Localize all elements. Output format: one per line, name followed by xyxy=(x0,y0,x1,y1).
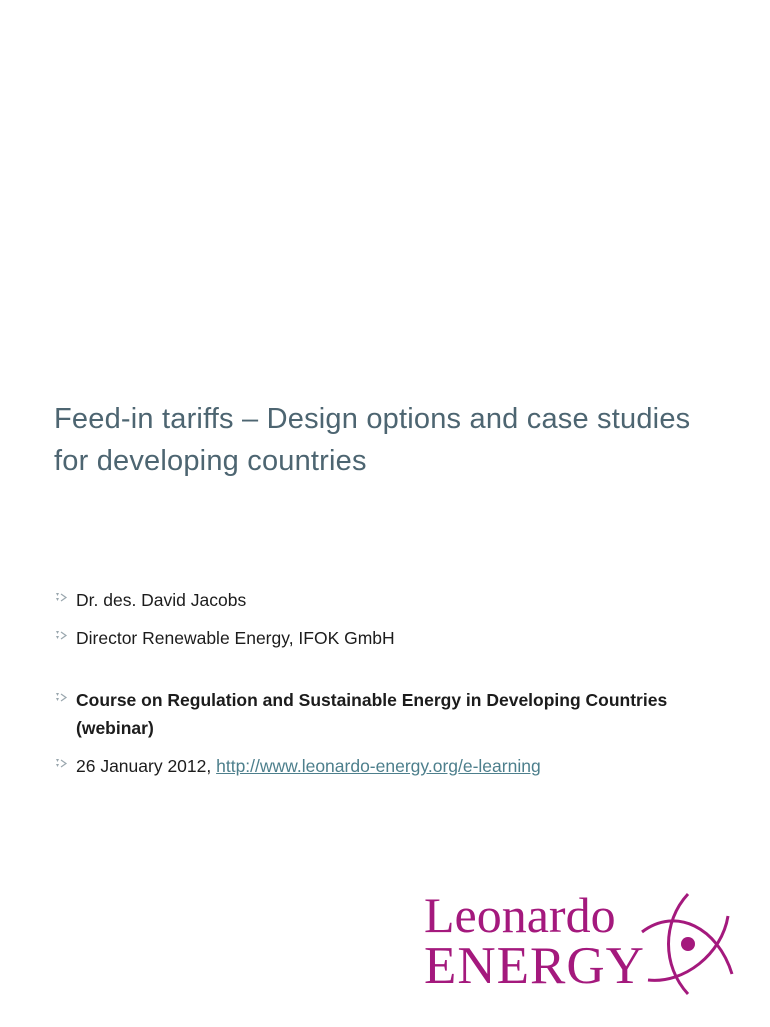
list-item xyxy=(54,752,744,780)
bullet-marker-icon xyxy=(54,586,76,606)
swirl-icon xyxy=(632,888,744,1005)
list-item-label xyxy=(76,752,744,780)
leonardo-energy-logo xyxy=(424,888,744,1008)
list-item-label: Course on Regulation and Sustainable Energy in Developing Countries (webinar) xyxy=(76,690,668,738)
logo-text-energy: ENERGY xyxy=(424,937,645,995)
list-item xyxy=(54,686,744,742)
list-item xyxy=(54,624,744,652)
bullet-marker-icon xyxy=(54,752,76,772)
logo-text-leonardo: Leonardo xyxy=(424,887,616,943)
list-item-label: Dr. des. David Jacobs xyxy=(76,590,247,610)
bullet-marker-icon xyxy=(54,624,76,644)
elearning-link[interactable]: http://www.leonardo-energy.org/e-learning xyxy=(216,756,541,776)
page-title: Feed-in tariffs – Design options and case studies for developing countries xyxy=(54,403,691,477)
title-block xyxy=(54,398,714,482)
bullet-marker-icon xyxy=(54,686,76,706)
bullet-list xyxy=(54,586,744,790)
date-text: 26 January 2012, xyxy=(76,756,217,776)
list-item-label: Director Renewable Energy, IFOK GmbH xyxy=(76,628,395,648)
list-item xyxy=(54,586,744,614)
